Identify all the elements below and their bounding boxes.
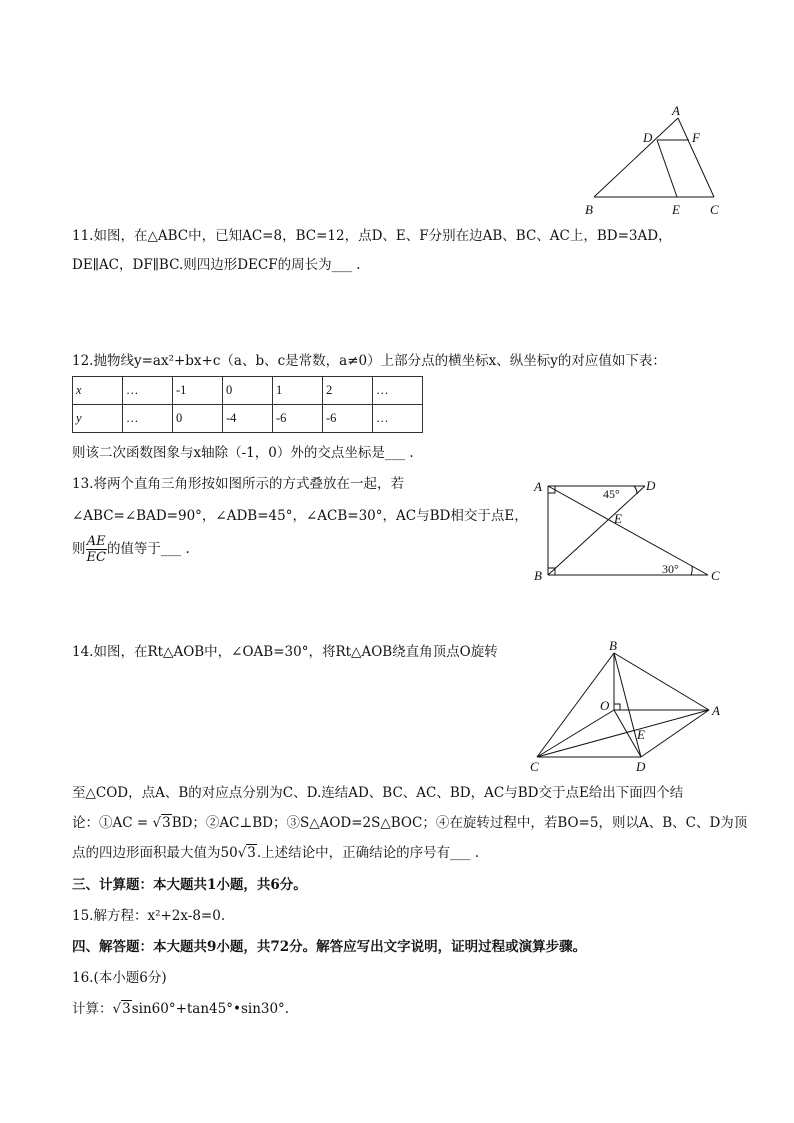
q11-label-c: C: [710, 202, 719, 217]
q14-segment-ab: [614, 653, 709, 710]
q13-line3-suffix: 的值等于___ .: [106, 541, 190, 557]
table-cell: 1: [273, 377, 323, 405]
q14-segment-ac: [537, 710, 709, 757]
q14-text-line4: [72, 843, 479, 863]
q14-label-e: E: [637, 727, 645, 742]
q14-label-d: D: [636, 759, 646, 774]
q11-text-line1: 11.如图，在△ABC中，已知AC=8，BC=12，点D、E、F分别在边AB、BC、AC上，BD=3AD，: [72, 228, 672, 244]
q11-label-d: D: [643, 130, 653, 145]
table-cell: -4: [223, 405, 273, 433]
table-cell: 2: [323, 377, 373, 405]
q15-text: 15.解方程：x²+2x-8=0.: [72, 908, 226, 924]
q14-label-c: C: [530, 759, 539, 774]
table-cell: …: [373, 405, 423, 433]
q13-label-d: D: [646, 478, 656, 493]
q14-line4-prefix: 点的四边形面积最大值为50: [72, 845, 238, 861]
table-row: [73, 377, 423, 405]
table-cell: 0: [223, 377, 273, 405]
section-3-heading: 三、计算题：本大题共1小题，共6分。: [72, 877, 307, 893]
table-cell: …: [373, 377, 423, 405]
q11-label-b: B: [585, 202, 593, 217]
q13-angle-30-label: 30°: [662, 562, 679, 576]
q14-segment-oc: [537, 710, 614, 757]
q12-text-line1: 12.抛物线y=ax²+bx+c（a、b、c是常数，a≠0）上部分点的横坐标x、纵坐标y的对应值如下表：: [72, 353, 666, 369]
q16-line2-prefix: 计算：: [72, 1001, 113, 1017]
q13-text-line1: 13.将两个直角三角形按如图所示的方式叠放在一起，若: [72, 476, 404, 492]
q14-text-line1: 14.如图，在Rt△AOB中，∠OAB=30°，将Rt△AOB绕直角顶点O旋转: [72, 644, 498, 660]
q11-label-f: F: [692, 130, 700, 145]
q13-angle-arc-c: [691, 566, 692, 575]
q14-label-a: A: [712, 703, 720, 718]
q11-segment-de: [657, 140, 677, 197]
q14-right-angle-o: [614, 704, 620, 710]
table-cell: -6: [323, 405, 373, 433]
table-row: [73, 405, 423, 433]
table-cell: 0: [173, 405, 223, 433]
table-cell: …: [123, 405, 173, 433]
q13-segment-ac: [548, 486, 708, 575]
q13-fraction-numerator: AE: [86, 534, 106, 549]
q14-sqrt-3-area: √3: [237, 845, 256, 861]
q14-line4-suffix: .上述结论中，正确结论的序号有___ .: [256, 845, 480, 861]
q13-line3-prefix: 则: [72, 541, 86, 557]
q14-line3-prefix: 论：①AC =: [72, 815, 153, 831]
q16-text-line2: [72, 999, 289, 1019]
q13-label-c: C: [711, 568, 720, 583]
q14-label-b: B: [609, 640, 617, 653]
q14-text-line2: 至△COD，点A、B的对应点分别为C、D.连结AD、BC、AC、BD，AC与BD交于点E给出下面四个结: [72, 785, 684, 801]
q13-segment-bd: [548, 486, 645, 575]
q14-label-o: O: [600, 698, 610, 713]
section-4-heading: 四、解答题：本大题共9小题，共72分。解答应写出文字说明，证明过程或演算步骤。: [72, 939, 587, 955]
q11-label-e: E: [672, 202, 680, 217]
q14-segment-ad: [641, 710, 709, 757]
q13-label-e: E: [614, 511, 622, 526]
table-cell: -1: [173, 377, 223, 405]
q14-sqrt-3: √3: [152, 815, 171, 831]
q13-text-line2: ∠ABC=∠BAD=90°，∠ADB=45°，∠ACB=30°，AC与BD相交于点E，: [72, 508, 528, 524]
q11-label-a: A: [672, 103, 680, 118]
q14-text-line3: [72, 813, 747, 833]
q13-angle-arc-d: [634, 486, 637, 494]
q14-line3-rest: BD；②AC⊥BD；③S△AOD=2S△BOC；④在旋转过程中，若BO=5，则以A、B、C、D为顶: [171, 815, 748, 831]
table-cell: x: [73, 377, 123, 405]
q16-line2-suffix: sin60°+tan45°•sin30°.: [131, 1001, 290, 1017]
q12-value-table: [72, 376, 423, 433]
q11-side-ab: [594, 118, 678, 197]
q13-angle-45-label: 45°: [603, 487, 620, 501]
q12-text-line2: 则该二次函数图象与x轴除（-1，0）外的交点坐标是___ .: [72, 445, 414, 461]
q13-fraction-denominator: EC: [86, 550, 106, 565]
q13-fraction: [86, 534, 107, 565]
q16-sqrt-3: √3: [112, 1001, 131, 1017]
q13-label-a: A: [534, 479, 542, 494]
table-cell: …: [123, 377, 173, 405]
q16-text-line1: 16.(本小题6分): [72, 970, 167, 986]
q13-text-line3: [72, 534, 190, 565]
q11-triangle-figure: [580, 100, 730, 220]
table-cell: -6: [273, 405, 323, 433]
q11-text-line2: DE∥AC，DF∥BC.则四边形DECF的周长为___ .: [72, 257, 361, 273]
table-cell: y: [73, 405, 123, 433]
q13-triangles-figure: [528, 472, 728, 590]
q13-label-b: B: [534, 568, 542, 583]
q14-rotation-figure: [524, 640, 730, 778]
